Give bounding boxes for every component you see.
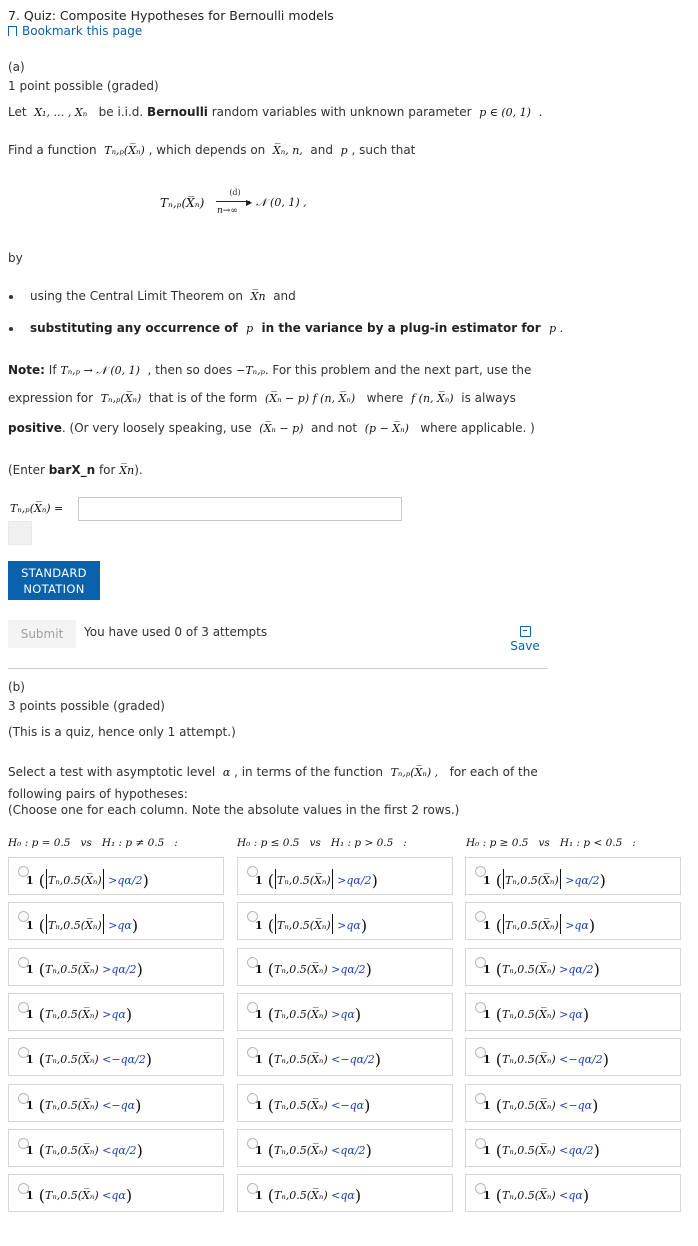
column-header-two-sided: H₀ : p = 0.5 vs H₁ : p ≠ 0.5 : xyxy=(8,837,178,849)
divider xyxy=(8,668,548,669)
part-b-label: (b) xyxy=(8,680,25,694)
enter-hint: (Enter barX_n for X̅n). xyxy=(8,463,143,477)
test-option-label: 1 (Tₙ,0.5(X̅ₙ) <−qα/2) xyxy=(483,1050,610,1069)
test-option-label: 1 (Tₙ,0.5(X̅ₙ) >qα) xyxy=(255,1005,362,1024)
test-option-col3-row6[interactable] xyxy=(465,1084,681,1122)
bookmark-link[interactable] xyxy=(8,24,142,38)
intro-line: Let X₁, … , Xₙ be i.i.d. Bernoulli random variables with unknown parameter p ∈ (0, 1) . xyxy=(8,105,543,119)
bookmark-icon xyxy=(8,26,17,36)
test-option-label: 1 ( Tₙ,0.5(X̅ₙ) >qα) xyxy=(255,916,368,935)
test-option-col2-row2[interactable] xyxy=(237,902,453,940)
bullet-dot xyxy=(9,295,13,299)
test-option-col3-row2[interactable] xyxy=(465,902,681,940)
test-option-label: 1 (Tₙ,0.5(X̅ₙ) >qα/2) xyxy=(255,960,372,979)
part-a-points: 1 point possible (graded) xyxy=(8,79,159,93)
preview-box xyxy=(8,521,32,545)
test-option-label: 1 ( Tₙ,0.5(X̅ₙ) >qα/2) xyxy=(26,871,149,890)
test-option-col1-row6[interactable] xyxy=(8,1084,224,1122)
test-option-col1-row8[interactable] xyxy=(8,1174,224,1212)
find-line: Find a function Tₙ,ₚ(X̅ₙ) , which depends on X̅ₙ, n, and p , such that xyxy=(8,143,416,157)
answer-label: Tₙ,ₚ(X̅ₙ) = xyxy=(10,502,64,515)
test-option-label: 1 (Tₙ,0.5(X̅ₙ) <−qα) xyxy=(483,1096,599,1115)
bullet-clt: using the Central Limit Theorem on X̅n and xyxy=(30,289,296,303)
standard-notation-button[interactable]: STANDARD NOTATION xyxy=(8,561,100,600)
test-option-col1-row3[interactable] xyxy=(8,948,224,986)
page-title: 7. Quiz: Composite Hypotheses for Bernoulli models xyxy=(8,8,334,23)
test-option-label: 1 (Tₙ,0.5(X̅ₙ) <−qα) xyxy=(255,1096,371,1115)
save-icon xyxy=(520,626,531,637)
part-a-label: (a) xyxy=(8,60,25,74)
test-option-col1-row7[interactable] xyxy=(8,1129,224,1167)
test-option-col3-row8[interactable] xyxy=(465,1174,681,1212)
note-line-1: Note: If Tₙ,ₚ → 𝒩 (0, 1) , then so does −Tₙ,ₚ. For this problem and the next part, use the xyxy=(8,363,532,377)
test-option-col1-row4[interactable] xyxy=(8,993,224,1031)
test-option-label: 1 (Tₙ,0.5(X̅ₙ) <−qα) xyxy=(26,1096,142,1115)
test-option-label: 1 ( Tₙ,0.5(X̅ₙ) >qα) xyxy=(483,916,596,935)
note-line-2: expression for Tₙ,ₚ(X̅ₙ) that is of the form (X̅ₙ − p) f (n, X̅ₙ) where f (n, X̅ₙ) is always xyxy=(8,391,516,405)
test-option-label: 1 (Tₙ,0.5(X̅ₙ) <−qα/2) xyxy=(255,1050,382,1069)
attempts-text: You have used 0 of 3 attempts xyxy=(84,625,268,639)
column-header-right-sided: H₀ : p ≤ 0.5 vs H₁ : p > 0.5 : xyxy=(237,837,407,849)
test-option-col1-row2[interactable] xyxy=(8,902,224,940)
test-option-col2-row7[interactable] xyxy=(237,1129,453,1167)
test-option-col3-row5[interactable] xyxy=(465,1038,681,1076)
test-option-label: 1 (Tₙ,0.5(X̅ₙ) <−qα/2) xyxy=(26,1050,153,1069)
test-option-col3-row4[interactable] xyxy=(465,993,681,1031)
test-option-label: 1 (Tₙ,0.5(X̅ₙ) <qα/2) xyxy=(26,1141,143,1160)
test-option-label: 1 (Tₙ,0.5(X̅ₙ) >qα/2) xyxy=(483,960,600,979)
test-option-label: 1 (Tₙ,0.5(X̅ₙ) <qα) xyxy=(483,1186,590,1205)
select-line-2: following pairs of hypotheses: xyxy=(8,787,188,801)
test-option-label: 1 (Tₙ,0.5(X̅ₙ) <qα) xyxy=(26,1186,133,1205)
test-option-label: 1 ( Tₙ,0.5(X̅ₙ) >qα/2) xyxy=(255,871,378,890)
test-option-col2-row6[interactable] xyxy=(237,1084,453,1122)
select-line-1: Select a test with asymptotic level α , in terms of the function Tₙ,ₚ(X̅ₙ) , for each of the xyxy=(8,765,538,779)
column-header-left-sided: H₀ : p ≥ 0.5 vs H₁ : p < 0.5 : xyxy=(466,837,636,849)
test-option-col1-row5[interactable] xyxy=(8,1038,224,1076)
test-option-label: 1 (Tₙ,0.5(X̅ₙ) <qα/2) xyxy=(483,1141,600,1160)
test-option-label: 1 (Tₙ,0.5(X̅ₙ) >qα) xyxy=(26,1005,133,1024)
save-button[interactable]: Save xyxy=(508,626,542,653)
test-option-col2-row3[interactable] xyxy=(237,948,453,986)
test-option-col1-row1[interactable] xyxy=(8,857,224,895)
test-option-col3-row1[interactable] xyxy=(465,857,681,895)
submit-button[interactable]: Submit xyxy=(8,620,76,648)
test-option-col2-row4[interactable] xyxy=(237,993,453,1031)
quiz-note: (This is a quiz, hence only 1 attempt.) xyxy=(8,725,236,739)
test-option-col3-row7[interactable] xyxy=(465,1129,681,1167)
test-option-label: 1 (Tₙ,0.5(X̅ₙ) <qα/2) xyxy=(255,1141,372,1160)
note-line-3: positive. (Or very loosely speaking, use (X̅ₙ − p) and not (p − X̅ₙ) where applicable. ) xyxy=(8,421,535,435)
test-option-label: 1 ( Tₙ,0.5(X̅ₙ) >qα/2) xyxy=(483,871,606,890)
by-label: by xyxy=(8,251,23,265)
bullet-dot xyxy=(9,327,13,331)
test-option-label: 1 (Tₙ,0.5(X̅ₙ) <qα) xyxy=(255,1186,362,1205)
test-option-label: 1 ( Tₙ,0.5(X̅ₙ) >qα) xyxy=(26,916,139,935)
test-option-col2-row8[interactable] xyxy=(237,1174,453,1212)
test-option-col2-row1[interactable] xyxy=(237,857,453,895)
select-line-3: (Choose one for each column. Note the absolute values in the first 2 rows.) xyxy=(8,803,460,817)
test-option-label: 1 (Tₙ,0.5(X̅ₙ) >qα/2) xyxy=(26,960,143,979)
test-option-label: 1 (Tₙ,0.5(X̅ₙ) >qα) xyxy=(483,1005,590,1024)
test-option-col3-row3[interactable] xyxy=(465,948,681,986)
part-b-points: 3 points possible (graded) xyxy=(8,699,165,713)
bookmark-label: Bookmark this page xyxy=(22,24,143,38)
bullet-plugin: substituting any occurrence of p in the variance by a plug-in estimator for p . xyxy=(30,321,564,335)
answer-input[interactable] xyxy=(78,497,402,521)
test-option-col2-row5[interactable] xyxy=(237,1038,453,1076)
